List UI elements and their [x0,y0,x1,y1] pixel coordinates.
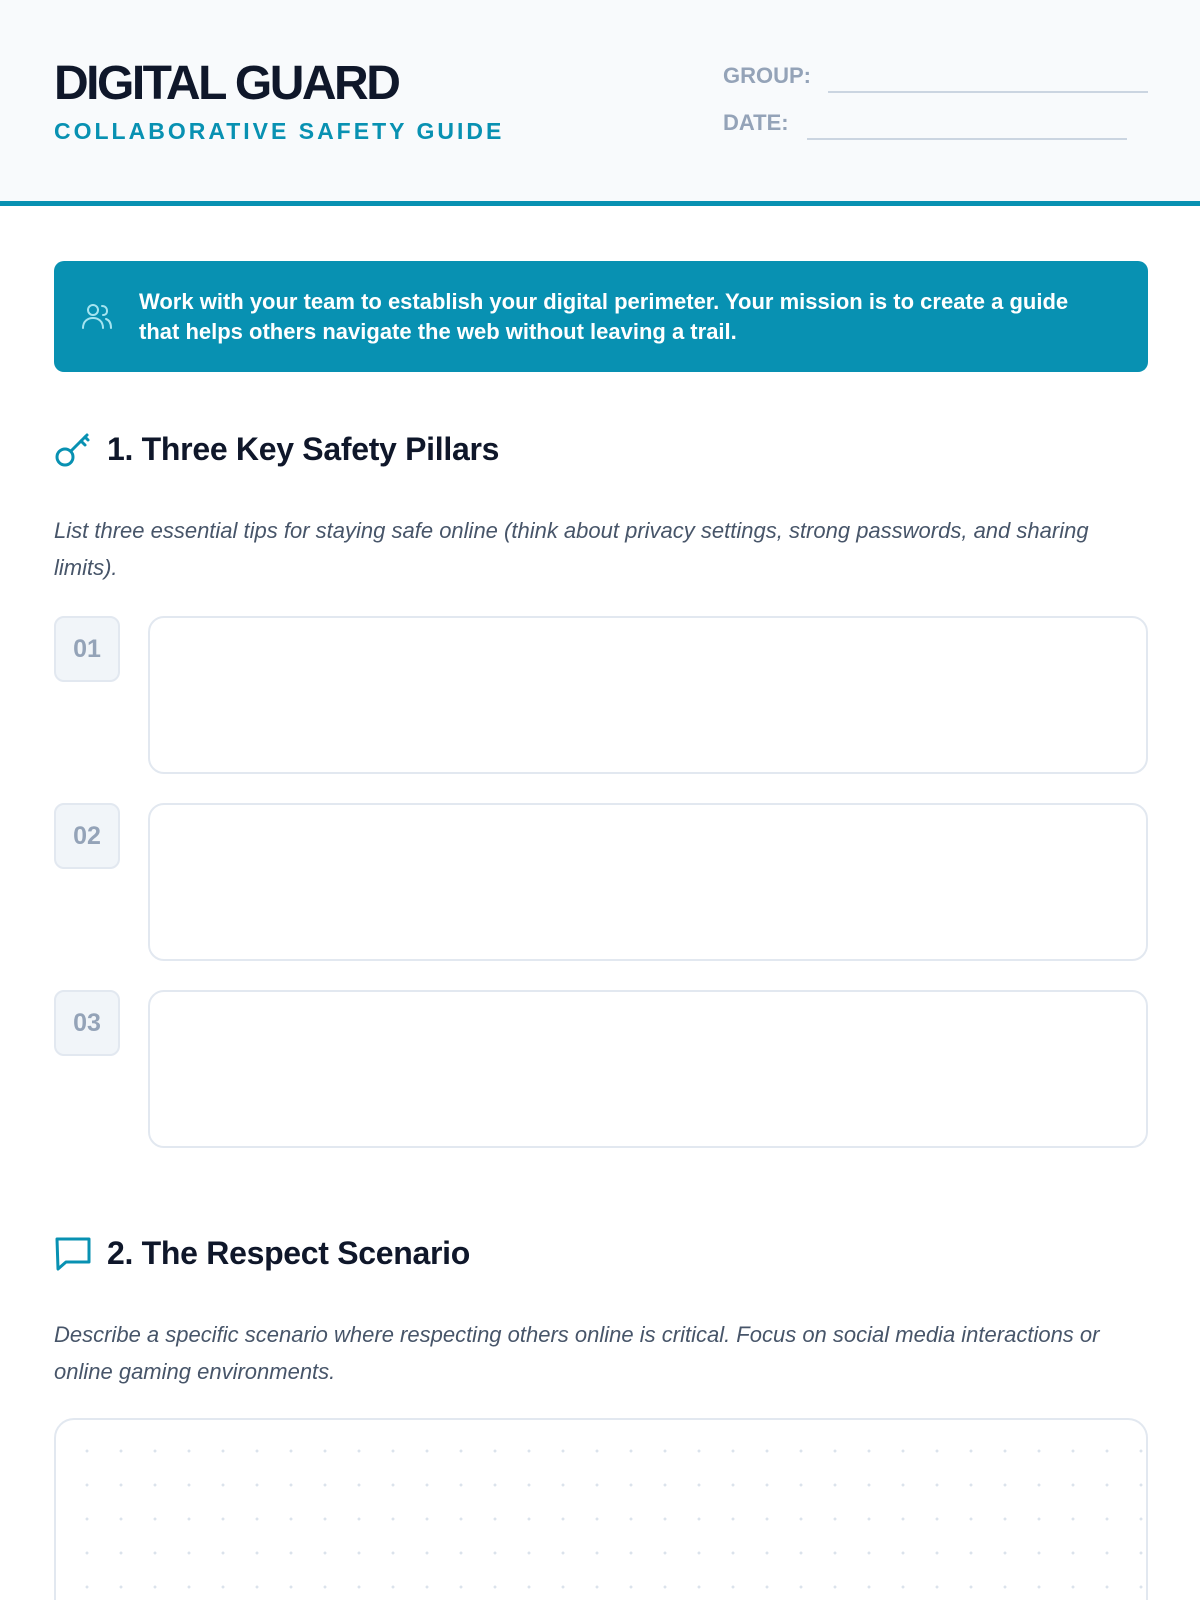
date-label: DATE: [723,110,789,135]
tip-input-3[interactable] [148,990,1148,1148]
mission-text: Work with your team to establish your digital perimeter. Your mission is to create a guide that helps others navigate the web without leaving a trail. [139,289,1069,344]
tip-number-badge: 03 [54,990,120,1056]
tip-row [54,990,1148,1148]
tip-row [54,803,1148,961]
section-description-pillars: List three essential tips for staying safe online (think about privacy settings, strong passwords, and sharing limits). [54,518,1089,580]
page-title: DIGITAL GUARD [54,57,399,110]
date-field[interactable] [807,138,1127,140]
chat-bubble-icon [54,1235,92,1273]
section-title-pillars: 1. Three Key Safety Pillars [107,431,500,467]
scenario-response-area[interactable] [54,1418,1148,1600]
section-description-respect: Describe a specific scenario where respecting others online is critical. Focus on social media interactions or online gaming environments. [54,1322,1100,1384]
group-field[interactable] [828,91,1148,93]
page-subtitle: COLLABORATIVE SAFETY GUIDE [54,118,505,144]
tip-input-1[interactable] [148,616,1148,774]
tip-number-badge: 01 [54,616,120,682]
tip-number-badge: 02 [54,803,120,869]
tip-input-2[interactable] [148,803,1148,961]
team-icon [80,301,114,333]
group-label: GROUP: [723,63,811,88]
mission-banner [54,261,1148,372]
key-icon [54,431,92,469]
tip-row [54,616,1148,774]
section-title-respect: 2. The Respect Scenario [107,1235,471,1271]
page-header [0,0,1200,206]
